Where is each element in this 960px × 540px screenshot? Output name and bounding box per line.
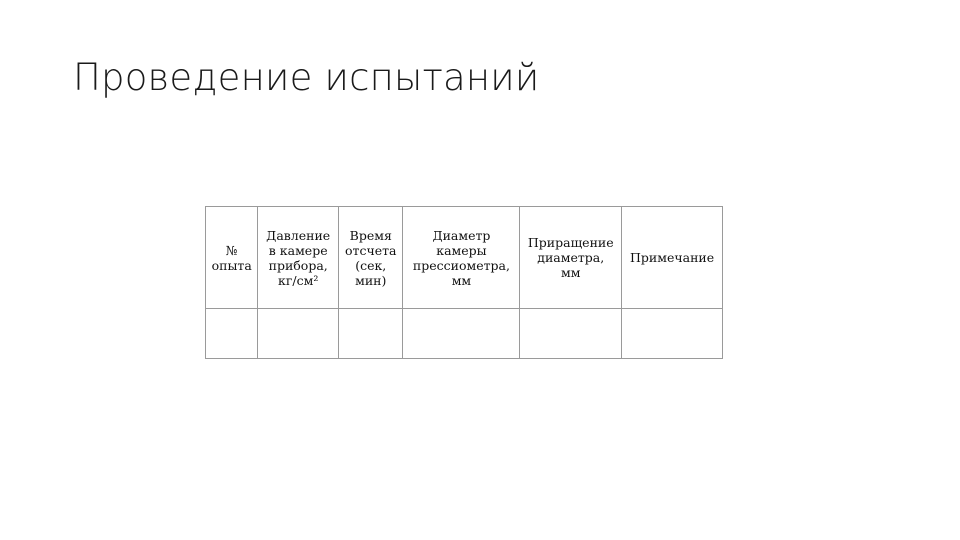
header-line: прибора, — [268, 257, 328, 273]
test-results-table — [205, 206, 723, 359]
test-results-table-container — [205, 206, 723, 359]
header-line: диаметра, — [537, 250, 605, 265]
header-line: № — [225, 242, 238, 258]
header-line: Время — [349, 227, 392, 243]
header-chamber-diameter — [403, 207, 520, 309]
header-line: прессиометра, — [412, 257, 510, 273]
header-test-number — [206, 207, 258, 309]
header-line: в камере — [268, 242, 328, 258]
header-line: Приращение — [527, 235, 614, 250]
header-line: мин) — [355, 272, 387, 288]
table-cell — [258, 309, 339, 359]
table-cell — [403, 309, 520, 359]
header-diameter-increment — [520, 207, 622, 309]
header-line: мм — [451, 272, 472, 288]
header-line: Диаметр — [432, 227, 491, 243]
header-line: камеры — [436, 242, 487, 258]
table-cell — [206, 309, 258, 359]
table-row — [206, 309, 723, 359]
header-reading-time — [339, 207, 403, 309]
header-note — [622, 207, 723, 309]
table-cell — [520, 309, 622, 359]
header-line: Давление — [266, 227, 331, 243]
header-line: отсчета — [345, 242, 397, 258]
table-cell — [622, 309, 723, 359]
header-line: кг/см² — [278, 272, 319, 288]
slide-title: Проведение испытаний — [73, 56, 540, 99]
table-header-row — [206, 207, 723, 309]
header-line: опыта — [211, 257, 252, 273]
header-line: Примечание — [630, 250, 715, 265]
header-pressure — [258, 207, 339, 309]
header-line: (сек, — [355, 257, 387, 273]
header-line: мм — [561, 265, 581, 280]
table-cell — [339, 309, 403, 359]
